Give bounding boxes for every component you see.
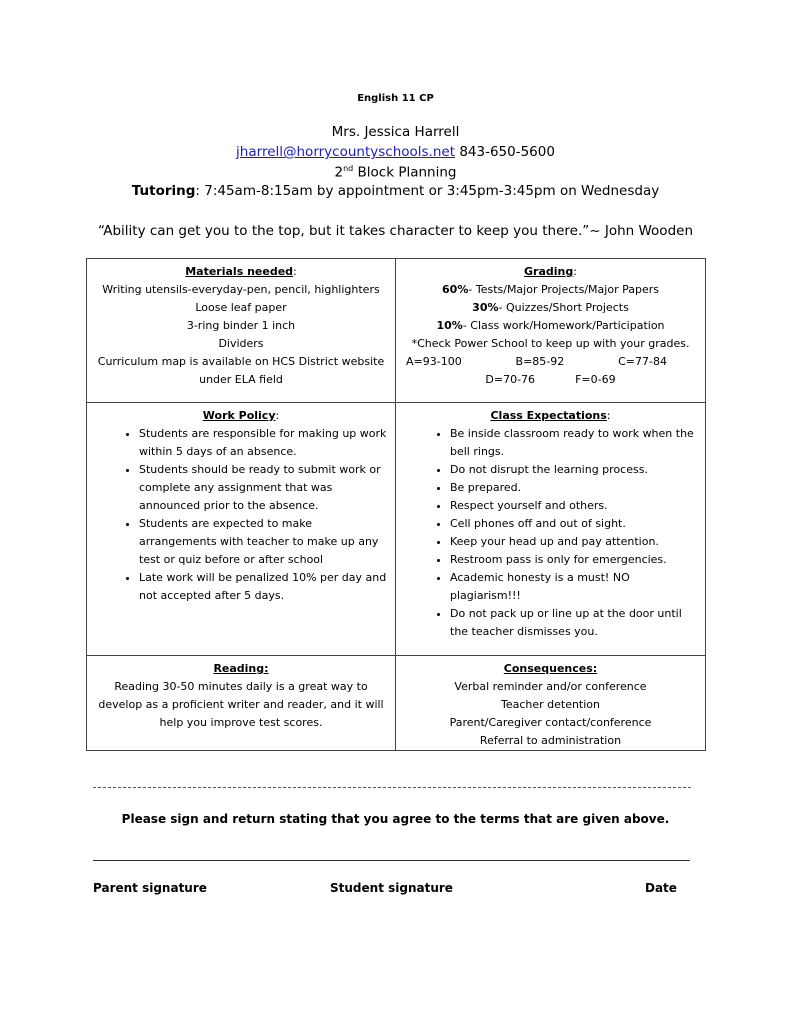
planning-superscript: nd xyxy=(343,164,354,173)
list-item: • Be inside classroom ready to work when the bell rings. xyxy=(450,425,701,461)
consequences-title: Consequences: xyxy=(503,662,598,675)
tutoring-text: : 7:45am-8:15am by appointment or 3:45pm-3:45pm on Wednesday xyxy=(195,183,660,199)
student-signature-label: Student signature xyxy=(330,881,453,895)
grading-weight: 10%- Class work/Homework/Participation xyxy=(436,319,665,332)
grading-weight: 60%- Tests/Major Projects/Major Papers xyxy=(442,283,659,296)
planning-line xyxy=(0,164,791,181)
grading-weight: 30%- Quizzes/Short Projects xyxy=(472,301,629,314)
work-policy-cell: Work Policy: • Students are responsible for making up work within 5 days of an absence. • Students should be ready to submit work or complete any assignment that was announced prior to the absence. • Students are expected to make arrangements with teacher to make up any test or quiz before or after school • Late work will be penalized 10% per day and not accepted after 5 days. xyxy=(87,403,396,656)
materials-title: Materials needed xyxy=(185,265,294,278)
parent-signature-label: Parent signature xyxy=(93,881,207,895)
list-item: • Do not disrupt the learning process. xyxy=(450,461,701,479)
materials-item: Writing utensils-everyday-pen, pencil, highlighters xyxy=(102,283,380,296)
consequences-cell xyxy=(396,656,706,751)
sign-instruction: Please sign and return stating that you agree to the terms that are given above. xyxy=(121,812,670,826)
list-item: • Late work will be penalized 10% per day and not accepted after 5 days. xyxy=(139,569,391,605)
cut-line xyxy=(93,787,691,788)
grade-b: B=85-92 xyxy=(515,355,565,368)
grade-f: F=0-69 xyxy=(575,373,616,386)
materials-cell: Materials needed: Writing utensils-everyday-pen, pencil, highlighters Loose leaf paper 3-ring binder 1 inch Dividers Curriculum map is available on HCS District website under ELA field xyxy=(87,259,396,403)
list-item: • Be prepared. xyxy=(450,479,701,497)
work-policy-title: Work Policy xyxy=(202,409,276,422)
expectations-cell: Class Expectations: • Be inside classroom ready to work when the bell rings. • Do not disrupt the learning process. • Be prepared. • Respect yourself and others. • Cell phones off and out of sight. • Keep your head up and pay attention. • Restroom pass is only for emergencies. • Academic honesty is a must! NO plagiarism!!! • Do not pack up or line up at the door until the teacher dismisses you. xyxy=(396,403,706,656)
grade-scale-row xyxy=(400,353,701,371)
list-item: • Students are responsible for making up work within 5 days of an absence. xyxy=(139,425,391,461)
materials-item: Dividers xyxy=(218,337,264,350)
course-title: English 11 CP xyxy=(357,93,434,104)
grade-a: A=93-100 xyxy=(406,355,462,368)
list-item: • Academic honesty is a must! NO plagiarism!!! xyxy=(450,569,701,605)
reading-cell xyxy=(87,656,396,751)
list-item: • Students are expected to make arrangements with teacher to make up any test or quiz before or after school xyxy=(139,515,391,569)
consequence-item: Teacher detention xyxy=(500,698,601,711)
grade-scale-row xyxy=(400,371,701,389)
contact-line xyxy=(0,144,791,160)
teacher-name: Mrs. Jessica Harrell xyxy=(331,124,460,140)
consequence-item: Referral to administration xyxy=(479,734,622,747)
grading-title: Grading xyxy=(524,265,574,278)
policy-table xyxy=(86,258,706,751)
grade-c: C=77-84 xyxy=(618,355,667,368)
consequence-item: Verbal reminder and/or conference xyxy=(454,680,647,693)
phone-number: 843-650-5600 xyxy=(459,144,555,160)
email-link[interactable]: jharrell@horrycountyschools.net xyxy=(236,144,456,160)
date-label: Date xyxy=(645,881,677,895)
expectations-title: Class Expectations xyxy=(490,409,607,422)
reading-title: Reading: xyxy=(213,662,269,675)
materials-item: 3-ring binder 1 inch xyxy=(186,319,296,332)
list-item: • Respect yourself and others. xyxy=(450,497,701,515)
quote: “Ability can get you to the top, but it takes character to keep you there.”~ John Wooden xyxy=(98,223,693,239)
tutoring-label: Tutoring xyxy=(131,183,196,199)
list-item: • Students should be ready to submit work or complete any assignment that was announced prior to the absence. xyxy=(139,461,391,515)
list-item: • Keep your head up and pay attention. xyxy=(450,533,701,551)
materials-item: Loose leaf paper xyxy=(195,301,287,314)
list-item: • Restroom pass is only for emergencies. xyxy=(450,551,701,569)
grading-note: *Check Power School to keep up with your grades. xyxy=(411,337,690,350)
consequence-item: Parent/Caregiver contact/conference xyxy=(449,716,652,729)
grading-cell: Grading: 60%- Tests/Major Projects/Major Papers 30%- Quizzes/Short Projects 10%- Class work/Homework/Participation *Check Power School to keep up with your grades. A=93-100 B=85-92 C=77-84 D=70-76 F=0-69 xyxy=(396,259,706,403)
expectations-list xyxy=(400,425,701,641)
work-policy-list xyxy=(91,425,391,605)
list-item: • Do not pack up or line up at the door until the teacher dismisses you. xyxy=(450,605,701,641)
grade-d: D=70-76 xyxy=(485,373,536,386)
list-item: • Cell phones off and out of sight. xyxy=(450,515,701,533)
signature-line[interactable] xyxy=(93,860,690,861)
planning-text: Block Planning xyxy=(357,164,457,181)
tutoring-line xyxy=(0,183,791,199)
planning-number: 2 xyxy=(334,164,344,181)
materials-item: Curriculum map is available on HCS District website under ELA field xyxy=(97,355,385,386)
reading-text: Reading 30-50 minutes daily is a great way to develop as a proficient writer and reader, and it will help you improve test scores. xyxy=(98,680,384,729)
